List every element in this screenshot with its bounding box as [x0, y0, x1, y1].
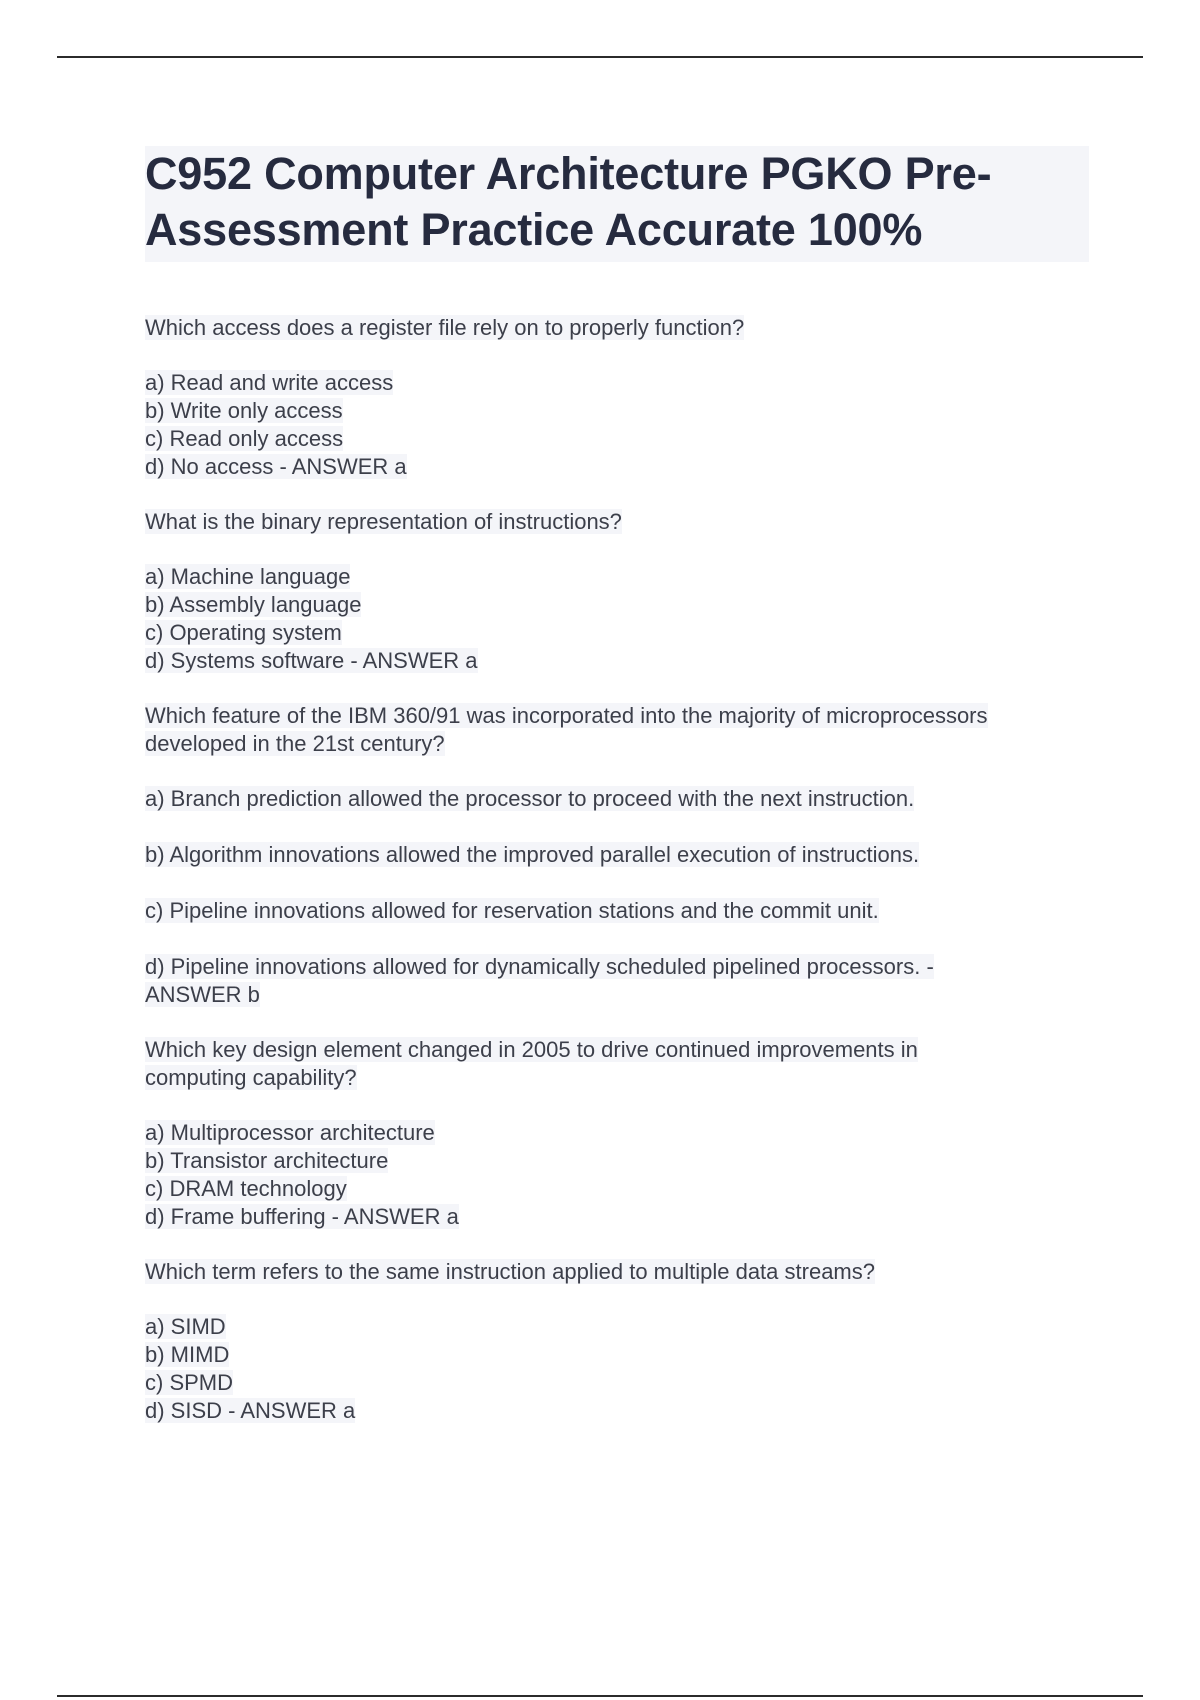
question-line: What is the binary representation of instructions?	[145, 509, 622, 534]
option-list	[145, 369, 1090, 481]
option-c: c) Pipeline innovations allowed for reservation stations and the commit unit.	[145, 898, 879, 923]
question-text	[145, 1036, 1090, 1092]
option-c: c) Operating system	[145, 620, 342, 645]
option-d-answer: d) No access - ANSWER a	[145, 454, 407, 479]
option-list	[145, 1313, 1090, 1425]
option-a: a) Read and write access	[145, 370, 394, 395]
question-block-3	[145, 702, 1090, 1009]
option-c: c) Read only access	[145, 426, 344, 451]
option-a: a) SIMD	[145, 1314, 226, 1339]
question-block-4	[145, 1036, 1090, 1231]
option-list	[145, 563, 1090, 675]
question-line: computing capability?	[145, 1065, 357, 1090]
question-block-5	[145, 1258, 1090, 1425]
option-c: c) DRAM technology	[145, 1176, 347, 1201]
question-text	[145, 702, 1090, 758]
option-d-answer: d) Systems software - ANSWER a	[145, 648, 478, 673]
option-a: a) Multiprocessor architecture	[145, 1120, 435, 1145]
title-line-2: Assessment Practice Accurate 100%	[145, 204, 923, 255]
question-line: Which term refers to the same instruction applied to multiple data streams?	[145, 1259, 875, 1284]
option-d-answer: d) Frame buffering - ANSWER a	[145, 1204, 459, 1229]
option-a: a) Branch prediction allowed the processor to proceed with the next instruction.	[145, 786, 915, 811]
question-text	[145, 508, 1090, 536]
document-title	[145, 146, 1085, 258]
question-line: Which key design element changed in 2005 to drive continued improvements in	[145, 1037, 918, 1062]
answer-continuation: ANSWER b	[145, 982, 260, 1007]
title-box	[145, 146, 1089, 262]
option-b: b) MIMD	[145, 1342, 230, 1367]
option-list	[145, 1119, 1090, 1231]
question-line: Which feature of the IBM 360/91 was incorporated into the majority of microprocessors	[145, 703, 988, 728]
option-a: a) Machine language	[145, 564, 351, 589]
option-d: d) Pipeline innovations allowed for dynamically scheduled pipelined processors. -	[145, 954, 934, 979]
option-d-answer: d) SISD - ANSWER a	[145, 1398, 356, 1423]
question-block-1	[145, 314, 1090, 481]
question-text	[145, 1258, 1090, 1286]
option-b: b) Algorithm innovations allowed the improved parallel execution of instructions.	[145, 842, 920, 867]
option-b: b) Transistor architecture	[145, 1148, 389, 1173]
question-line: developed in the 21st century?	[145, 731, 445, 756]
title-line-1: C952 Computer Architecture PGKO Pre-	[145, 148, 992, 199]
document-body	[145, 146, 1090, 1452]
option-b: b) Write only access	[145, 398, 343, 423]
question-line: Which access does a register file rely on to properly function?	[145, 315, 745, 340]
bottom-rule	[57, 1695, 1143, 1697]
question-text	[145, 314, 1090, 342]
option-b: b) Assembly language	[145, 592, 362, 617]
option-list	[145, 785, 1090, 1009]
option-c: c) SPMD	[145, 1370, 233, 1395]
question-block-2	[145, 508, 1090, 675]
top-rule	[57, 56, 1143, 58]
